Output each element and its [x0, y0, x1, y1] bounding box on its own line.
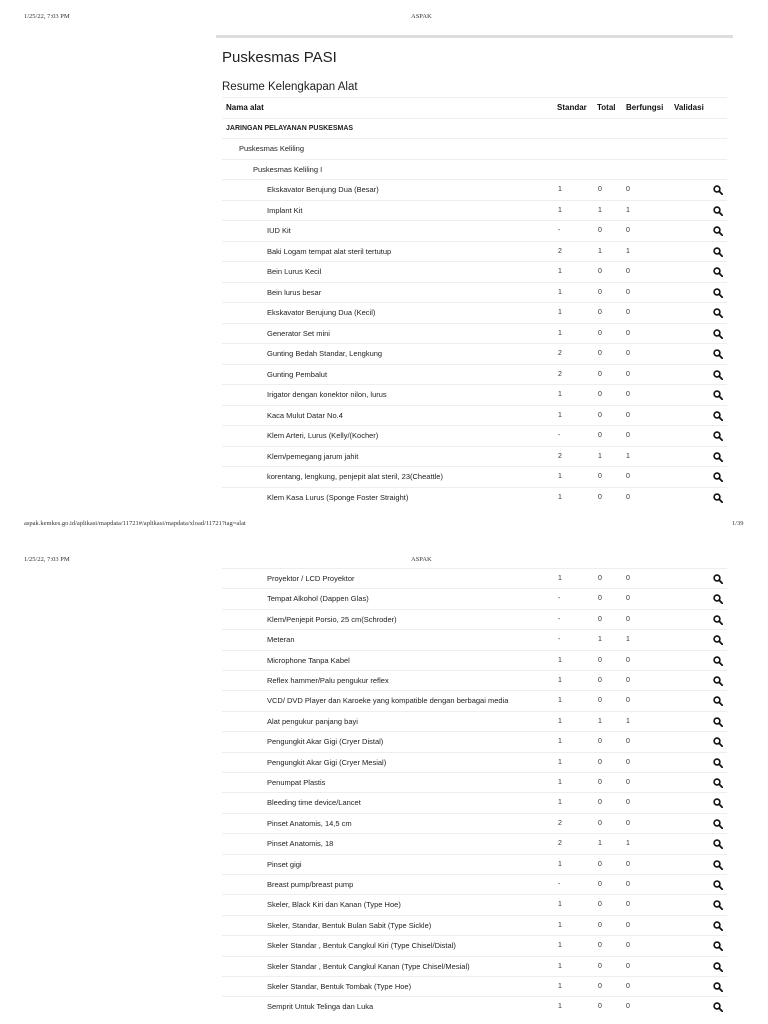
item-total: 0 — [598, 1003, 602, 1011]
group-row — [222, 118, 727, 139]
item-standar: 1 — [558, 329, 562, 337]
item-name: Kaca Mulut Datar No.4 — [267, 410, 343, 420]
item-total: 0 — [598, 921, 602, 929]
group-row — [222, 138, 727, 159]
item-name: Semprit Untuk Telinga dan Luka — [267, 1002, 374, 1012]
item-name: Klem Kasa Lurus (Sponge Foster Straight) — [267, 492, 409, 502]
table-row — [222, 487, 727, 508]
item-total: 0 — [598, 819, 602, 827]
item-name: Penumpat Plastis — [267, 778, 326, 787]
search-icon[interactable] — [713, 717, 723, 727]
item-total: 0 — [598, 186, 602, 193]
item-berfungsi: 0 — [626, 350, 630, 357]
item-name: Klem/Penjepit Porsio, 25 cm(Schroder) — [267, 614, 397, 624]
item-berfungsi: 1 — [626, 636, 630, 644]
item-berfungsi: 1 — [626, 247, 630, 255]
item-berfungsi: 1 — [626, 452, 630, 460]
item-standar: 1 — [558, 656, 562, 664]
item-standar: 1 — [558, 779, 562, 786]
table-row — [222, 935, 727, 956]
table-row — [222, 670, 727, 691]
item-standar: 1 — [558, 921, 562, 929]
table-row — [222, 446, 727, 467]
table-row — [222, 282, 727, 303]
item-total: 0 — [598, 779, 602, 786]
item-standar: 1 — [558, 268, 562, 275]
group-label: Puskesmas Keliling I — [253, 165, 323, 174]
group-row — [222, 159, 727, 180]
print-page-number: 1/39 — [732, 520, 744, 527]
top-divider — [216, 35, 733, 38]
table-row — [222, 261, 727, 282]
table-row — [222, 690, 727, 711]
item-berfungsi: 0 — [626, 983, 630, 990]
header-standar: Standar — [557, 103, 587, 112]
item-standar: 1 — [558, 717, 562, 725]
table-header — [222, 97, 727, 118]
item-berfungsi: 0 — [626, 493, 630, 501]
search-icon[interactable] — [713, 860, 723, 870]
item-berfungsi: 0 — [626, 268, 630, 275]
item-name: Klem Arteri, Lurus (Kelly/(Kocher) — [267, 431, 379, 440]
item-standar: 1 — [558, 962, 562, 970]
item-total: 0 — [598, 391, 602, 398]
item-standar: - — [558, 615, 561, 623]
search-icon[interactable] — [713, 1002, 723, 1012]
search-icon[interactable] — [713, 635, 723, 645]
item-total: 0 — [598, 758, 602, 766]
item-standar: 2 — [558, 452, 562, 460]
item-total: 0 — [598, 288, 602, 296]
item-standar: 1 — [558, 758, 562, 766]
search-icon[interactable] — [713, 798, 723, 808]
header-nama-alat: Nama alat — [226, 103, 264, 112]
search-icon[interactable] — [713, 880, 723, 890]
item-name: IUD Kit — [267, 226, 291, 235]
item-berfungsi: 0 — [626, 370, 630, 378]
item-name: Ekskavator Berujung Dua (Kecil) — [267, 308, 376, 317]
item-total: 1 — [598, 247, 602, 255]
item-name: korentang, lengkung, penjepit alat steril, 23(Cheattle) — [267, 472, 443, 481]
item-berfungsi: 0 — [626, 779, 630, 786]
item-total: 0 — [598, 370, 602, 378]
print-datetime: 1/25/22, 7:03 PM — [24, 556, 70, 563]
item-standar: 1 — [558, 697, 562, 705]
item-name: Bleeding time device/Lancet — [267, 798, 361, 808]
item-total: 0 — [598, 697, 602, 705]
item-standar: 1 — [558, 942, 562, 950]
search-icon[interactable] — [713, 615, 723, 625]
item-standar: 2 — [558, 819, 562, 827]
table-row — [222, 179, 727, 200]
search-icon[interactable] — [713, 288, 723, 298]
item-berfungsi: 0 — [626, 758, 630, 766]
item-total: 0 — [598, 473, 602, 480]
search-icon[interactable] — [713, 778, 723, 788]
table-row — [222, 915, 727, 936]
table-row — [222, 220, 727, 241]
print-datetime: 1/25/22, 7:03 PM — [24, 13, 70, 20]
search-icon[interactable] — [713, 185, 723, 195]
search-icon[interactable] — [713, 921, 723, 931]
print-title: ASPAK — [411, 556, 432, 563]
item-standar: - — [558, 636, 561, 644]
item-name: Bein lurus besar — [267, 287, 322, 297]
item-name: VCD/ DVD Player dan Karoeke yang kompatible dengan berbagai media — [267, 696, 509, 706]
item-berfungsi: 0 — [626, 288, 630, 296]
item-total: 0 — [598, 799, 602, 807]
item-standar: 1 — [558, 901, 562, 909]
search-icon[interactable] — [713, 962, 723, 972]
table-row — [222, 364, 727, 385]
item-name: Gunting Bedah Standar, Lengkung — [267, 349, 383, 358]
item-name: Pinset Anatomis, 18 — [267, 839, 334, 849]
item-name: Microphone Tanpa Kabel — [267, 655, 350, 665]
search-icon[interactable] — [713, 431, 723, 441]
search-icon[interactable] — [713, 493, 723, 503]
search-icon[interactable] — [713, 472, 723, 482]
item-total: 0 — [598, 860, 602, 868]
header-berfungsi: Berfungsi — [626, 103, 664, 112]
item-berfungsi: 0 — [626, 962, 630, 970]
search-icon[interactable] — [713, 247, 723, 257]
item-berfungsi: 0 — [626, 819, 630, 827]
section-title: Resume Kelengkapan Alat — [222, 81, 358, 93]
item-name: Irigator dengan konektor nilon, lurus — [267, 390, 387, 399]
item-berfungsi: 0 — [626, 595, 630, 603]
table-row — [222, 384, 727, 405]
item-berfungsi: 0 — [626, 432, 630, 439]
item-name: Klem/pemegang jarum jahit — [267, 451, 359, 461]
item-standar: 1 — [558, 738, 562, 746]
search-icon[interactable] — [713, 349, 723, 359]
item-total: 0 — [598, 227, 602, 234]
item-standar: 1 — [558, 677, 562, 684]
item-standar: - — [558, 881, 561, 888]
search-icon[interactable] — [713, 370, 723, 380]
item-standar: 1 — [558, 309, 562, 316]
item-standar: 1 — [558, 206, 562, 214]
item-name: Skeler Standar , Bentuk Cangkul Kanan (Type Chisel/Mesial) — [267, 961, 470, 971]
table-row — [222, 568, 727, 589]
table-row — [222, 813, 727, 834]
item-total: 1 — [598, 206, 602, 214]
table-row — [222, 731, 727, 752]
item-standar: 1 — [558, 288, 562, 296]
item-berfungsi: 0 — [626, 738, 630, 746]
search-icon[interactable] — [713, 308, 723, 318]
item-berfungsi: 0 — [626, 1003, 630, 1011]
item-name: Reflex hammer/Palu pengukur reflex — [267, 676, 389, 685]
search-icon[interactable] — [713, 839, 723, 849]
table-row — [222, 996, 727, 1017]
item-name: Bein Lurus Kecil — [267, 267, 322, 276]
item-name: Tempat Alkohol (Dappen Glas) — [267, 594, 369, 604]
item-name: Pengungkit Akar Gigi (Cryer Distal) — [267, 737, 384, 747]
item-total: 0 — [598, 432, 602, 439]
search-icon[interactable] — [713, 226, 723, 236]
item-name: Breast pump/breast pump — [267, 880, 354, 889]
item-total: 1 — [598, 636, 602, 644]
item-total: 0 — [598, 656, 602, 664]
item-total: 0 — [598, 677, 602, 684]
search-icon[interactable] — [713, 452, 723, 462]
item-name: Gunting Pembalut — [267, 369, 328, 379]
item-total: 0 — [598, 575, 602, 582]
item-standar: 1 — [558, 473, 562, 480]
table-row — [222, 405, 727, 426]
item-standar: 1 — [558, 860, 562, 868]
item-berfungsi: 0 — [626, 575, 630, 582]
header-validasi: Validasi — [674, 103, 704, 112]
search-icon[interactable] — [713, 941, 723, 951]
item-berfungsi: 0 — [626, 860, 630, 868]
item-berfungsi: 0 — [626, 309, 630, 316]
item-total: 0 — [598, 309, 602, 316]
page-title: Puskesmas PASI — [222, 49, 337, 66]
search-icon[interactable] — [713, 676, 723, 686]
item-total: 0 — [598, 595, 602, 603]
item-total: 0 — [598, 329, 602, 337]
item-name: Pinset gigi — [267, 859, 302, 869]
table-row — [222, 792, 727, 813]
item-standar: 1 — [558, 1003, 562, 1011]
item-standar: 1 — [558, 799, 562, 807]
table-row — [222, 772, 727, 793]
item-total: 0 — [598, 942, 602, 950]
item-standar: 2 — [558, 840, 562, 848]
item-name: Proyektor / LCD Proyektor — [267, 574, 355, 583]
item-standar: 2 — [558, 370, 562, 378]
table-row — [222, 711, 727, 732]
item-standar: 1 — [558, 411, 562, 419]
item-total: 1 — [598, 717, 602, 725]
item-berfungsi: 0 — [626, 656, 630, 664]
item-total: 1 — [598, 452, 602, 460]
table-row — [222, 894, 727, 915]
item-total: 0 — [598, 881, 602, 888]
table-row — [222, 302, 727, 323]
table-row — [222, 609, 727, 630]
search-icon[interactable] — [713, 737, 723, 747]
table-row — [222, 241, 727, 262]
item-berfungsi: 0 — [626, 186, 630, 193]
item-standar: 1 — [558, 186, 562, 193]
table-row — [222, 323, 727, 344]
item-name: Generator Set mini — [267, 328, 330, 338]
item-name: Ekskavator Berujung Dua (Besar) — [267, 185, 379, 194]
item-name: Implant Kit — [267, 205, 303, 215]
item-berfungsi: 0 — [626, 329, 630, 337]
item-berfungsi: 0 — [626, 677, 630, 684]
header-total: Total — [597, 103, 616, 112]
search-icon[interactable] — [713, 206, 723, 216]
table-row — [222, 588, 727, 609]
search-icon[interactable] — [713, 656, 723, 666]
item-berfungsi: 0 — [626, 799, 630, 807]
item-berfungsi: 0 — [626, 227, 630, 234]
item-berfungsi: 0 — [626, 615, 630, 623]
item-name: Meteran — [267, 635, 295, 645]
print-title: ASPAK — [411, 13, 432, 20]
item-name: Pengungkit Akar Gigi (Cryer Mesial) — [267, 757, 387, 767]
item-name: Skeler, Black Kiri dan Kanan (Type Hoe) — [267, 900, 401, 910]
item-total: 0 — [598, 493, 602, 501]
item-total: 0 — [598, 268, 602, 275]
item-total: 0 — [598, 962, 602, 970]
item-berfungsi: 0 — [626, 901, 630, 909]
group-label: Puskesmas Keliling — [239, 144, 305, 153]
item-berfungsi: 0 — [626, 411, 630, 419]
table-row — [222, 200, 727, 221]
item-standar: 1 — [558, 493, 562, 501]
table-row — [222, 343, 727, 364]
item-total: 0 — [598, 615, 602, 623]
item-standar: 1 — [558, 983, 562, 990]
item-name: Pinset Anatomis, 14,5 cm — [267, 818, 352, 828]
table-row — [222, 854, 727, 875]
item-name: Skeler, Standar, Bentuk Bulan Sabit (Type Sickle) — [267, 920, 432, 930]
table-row — [222, 752, 727, 773]
table-row — [222, 466, 727, 487]
item-total: 0 — [598, 901, 602, 909]
table-row — [222, 833, 727, 854]
item-name: Alat pengukur panjang bayi — [267, 716, 358, 726]
item-standar: 2 — [558, 247, 562, 255]
item-name: Skeler Standar, Bentuk Tombak (Type Hoe) — [267, 982, 412, 991]
table-row — [222, 976, 727, 997]
item-name: Skeler Standar , Bentuk Cangkul Kiri (Type Chisel/Distal) — [267, 941, 456, 951]
item-standar: - — [558, 432, 561, 439]
search-icon[interactable] — [713, 390, 723, 400]
group-label: JARINGAN PELAYANAN PUSKESMAS — [226, 125, 354, 132]
search-icon[interactable] — [713, 819, 723, 829]
item-berfungsi: 1 — [626, 717, 630, 725]
item-standar: - — [558, 227, 561, 234]
table-row — [222, 425, 727, 446]
search-icon[interactable] — [713, 594, 723, 604]
item-total: 0 — [598, 983, 602, 990]
search-icon[interactable] — [713, 267, 723, 277]
item-berfungsi: 0 — [626, 942, 630, 950]
search-icon[interactable] — [713, 982, 723, 992]
item-standar: 1 — [558, 391, 562, 398]
search-icon[interactable] — [713, 574, 723, 584]
table-row — [222, 629, 727, 650]
print-url: aspak.kemkes.go.id/aplikasi/mapdata/11721#/aplikasi/mapdata/xload/11721?tag=alat — [24, 520, 246, 527]
table-row — [222, 874, 727, 895]
search-icon[interactable] — [713, 329, 723, 339]
item-berfungsi: 0 — [626, 697, 630, 705]
item-berfungsi: 0 — [626, 473, 630, 480]
item-total: 1 — [598, 840, 602, 848]
item-total: 0 — [598, 738, 602, 746]
item-berfungsi: 0 — [626, 391, 630, 398]
item-berfungsi: 0 — [626, 881, 630, 888]
item-standar: 2 — [558, 350, 562, 357]
search-icon[interactable] — [713, 411, 723, 421]
search-icon[interactable] — [713, 758, 723, 768]
item-total: 0 — [598, 411, 602, 419]
table-row — [222, 956, 727, 977]
item-standar: 1 — [558, 575, 562, 582]
item-total: 0 — [598, 350, 602, 357]
item-berfungsi: 0 — [626, 921, 630, 929]
item-name: Baki Logam tempat alat steril tertutup — [267, 246, 392, 256]
table-row — [222, 650, 727, 671]
item-berfungsi: 1 — [626, 206, 630, 214]
search-icon[interactable] — [713, 900, 723, 910]
item-berfungsi: 1 — [626, 840, 630, 848]
search-icon[interactable] — [713, 696, 723, 706]
item-standar: - — [558, 595, 561, 603]
